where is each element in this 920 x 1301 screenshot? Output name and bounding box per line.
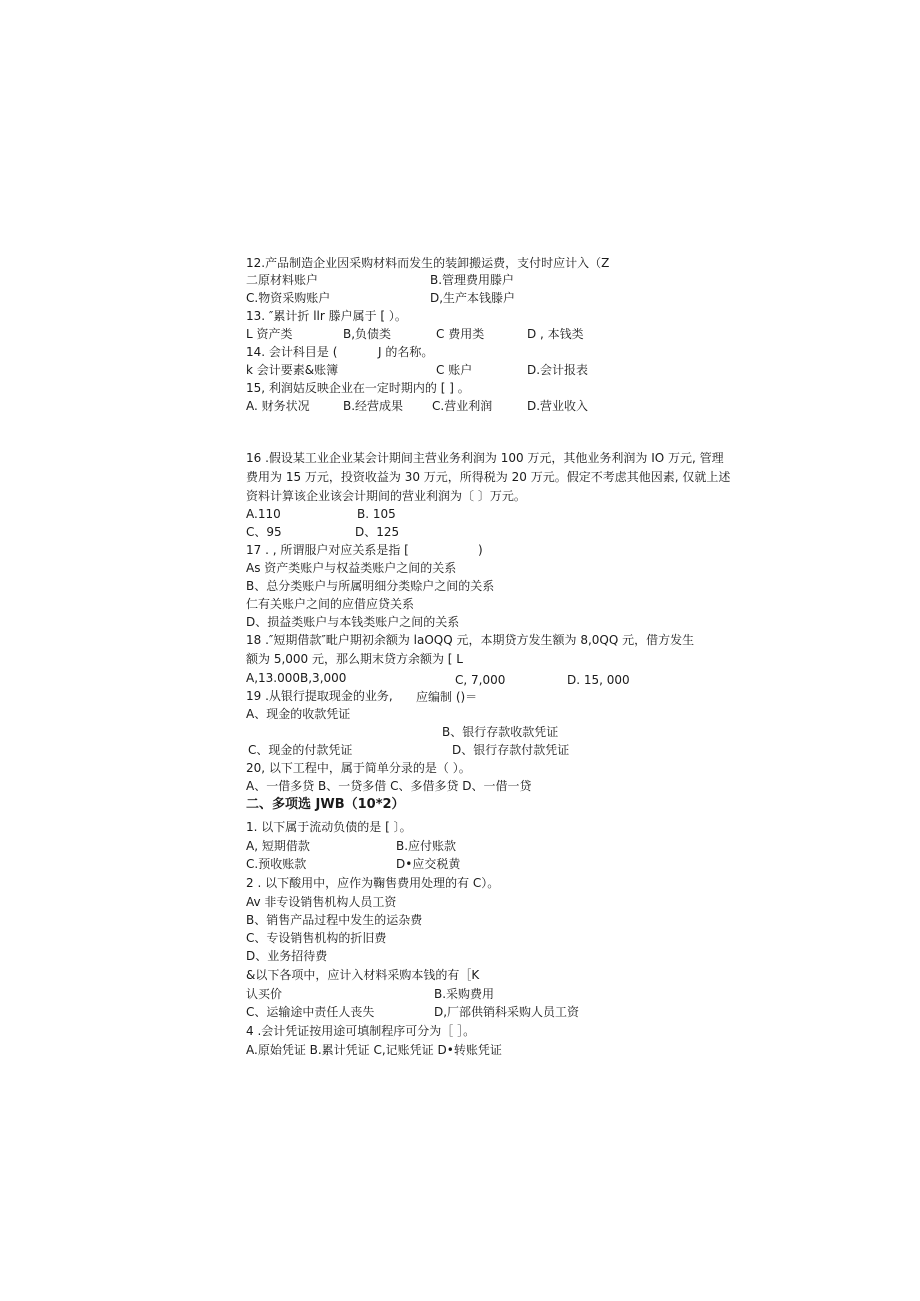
option-a: 认买价 xyxy=(246,987,283,1001)
question-19-tail: 应编制 ()＝ xyxy=(416,690,478,704)
option-b: B. 105 xyxy=(357,507,396,521)
mc-question-1: 1. 以下属于流动负债的是 [ 〕。 xyxy=(246,820,412,834)
option-c: C, 7,000 xyxy=(455,673,506,687)
question-18: 18 .″短期借款″毗户期初余额为 laOQQ 元，本期贷方发生额为 8,0QQ 元，借方发生 xyxy=(246,633,695,647)
option-c: C、运输途中责任人丧失 xyxy=(246,1005,375,1019)
option-c: C、专设销售机构的折旧费 xyxy=(246,931,387,945)
option-d: D. 15, 000 xyxy=(567,673,630,687)
option-c: C.物资采购账户 xyxy=(246,291,331,305)
option-a: 二原材料账户 xyxy=(246,273,319,287)
question-12: 12.产品制造企业因采购材料而发生的装卸搬运费，支付时应计入（Z xyxy=(246,256,610,270)
section-title-multiple-choice: 二、多项选 JWB（10*2） xyxy=(246,797,405,812)
question-16: 16 .假设某工业企业某会计期间主营业务利润为 100 万元，其他业务利润为 IO 万元, 管理 xyxy=(246,451,724,465)
option-b: B.采购费用 xyxy=(434,987,495,1001)
question-20: 20, 以下工程中，属于简单分录的是（ ）。 xyxy=(246,761,471,775)
mc-question-3: &以下各项中，应计入材料采购本钱的有［K xyxy=(246,968,480,982)
mc-question-4: 4 .会计凭证按用途可填制程序可分为［ ］。 xyxy=(246,1024,476,1038)
option-d: D•应交税黄 xyxy=(396,857,461,871)
option-a: Av 非专设销售机构人员工资 xyxy=(246,895,397,909)
option-a: A. 财务状况 xyxy=(246,399,310,413)
option-d: D,厂部供销科采购人员工资 xyxy=(434,1005,580,1019)
option-d: D , 本钱类 xyxy=(527,327,584,341)
question-17: 17 . , 所谓服户对应关系是指 [ xyxy=(246,543,409,557)
option-d: D、损益类账户与本钱类账户之间的关系 xyxy=(246,615,460,629)
option-c: C.预收账款 xyxy=(246,857,307,871)
option-d: D.会计报表 xyxy=(527,363,589,377)
option-a: A、现金的收款凭证 xyxy=(246,707,351,721)
question-18-line-2: 额为 5,000 元，那么期末贷方余额为 [ L xyxy=(246,652,463,666)
mc-question-4-options: A.原始凭证 B.累计凭证 C,记账凭证 D•转账凭证 xyxy=(246,1043,502,1057)
option-b: B、总分类账户与所属明细分类赊户之间的关系 xyxy=(246,579,495,593)
question-20-options: A、一借多贷 B、一贷多借 C、多借多贷 D、一借一贷 xyxy=(246,779,532,793)
option-a-b: A,13.000B,3,000 xyxy=(246,671,347,685)
question-13: 13. ″累计折 llr 滕户属于 [ ）。 xyxy=(246,309,407,323)
option-b: B.经营成果 xyxy=(343,399,404,413)
option-a: A.110 xyxy=(246,507,281,521)
option-b: B.应付账款 xyxy=(396,839,457,853)
question-19: 19 .从银行提取现金的业务, xyxy=(246,689,393,703)
option-a: k 会计要素&账簿 xyxy=(246,363,339,377)
mc-question-2: 2 . 以下酸用中，应作为鞠售费用处理的有 C）。 xyxy=(246,876,500,890)
option-b: B.管理费用滕户 xyxy=(430,273,515,287)
question-16-line-3: 资料计算该企业该会计期间的营业利润为〔 〕万元。 xyxy=(246,489,526,503)
option-d: D、银行存款付款凭证 xyxy=(452,743,570,757)
question-17-tail: ) xyxy=(478,543,483,557)
question-14-tail: J 的名称。 xyxy=(378,345,434,359)
option-a: A, 短期借款 xyxy=(246,839,310,853)
option-b: B、银行存款收款凭证 xyxy=(442,725,559,739)
question-15: 15, 利润姑反映企业在一定时期内的 [ ] 。 xyxy=(246,381,470,395)
option-d: D.营业收入 xyxy=(527,399,589,413)
option-c: C、现金的付款凭证 xyxy=(248,743,353,757)
option-a: L 资产类 xyxy=(246,327,293,341)
option-c: C、95 xyxy=(246,525,282,539)
question-16-line-2: 费用为 15 万元，投资收益为 30 万元，所得税为 20 万元。假定不考虑其他因素, 仅就上述 xyxy=(246,470,731,484)
option-a: As 资产类账户与权益类账户之间的关系 xyxy=(246,561,457,575)
option-c: C.营业利润 xyxy=(432,399,493,413)
option-c: C 费用类 xyxy=(436,327,485,341)
option-d: D、125 xyxy=(355,525,400,539)
option-d: D,生产本钱滕户 xyxy=(430,291,516,305)
option-b: B、销售产品过程中发生的运杂费 xyxy=(246,913,423,927)
option-c: C 账户 xyxy=(436,363,473,377)
option-d: D、业务招待费 xyxy=(246,949,328,963)
question-14: 14. 会计科目是 ( xyxy=(246,345,338,359)
option-c: 仁有关账户之间的应借应贷关系 xyxy=(246,597,415,611)
option-b: B,负债类 xyxy=(343,327,392,341)
